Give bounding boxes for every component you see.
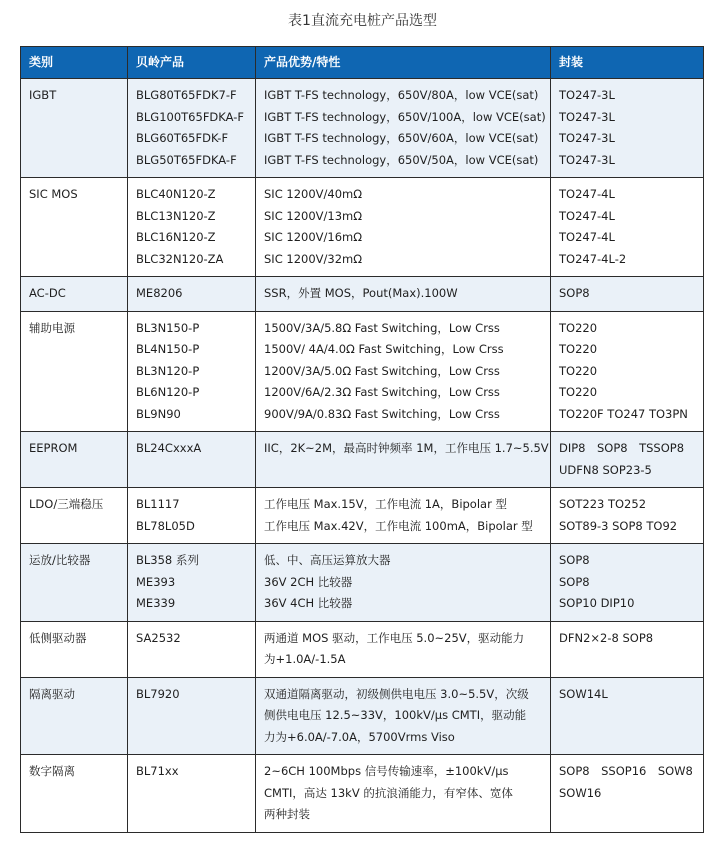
feature-line: IGBT T-FS technology，650V/80A，low VCE(sat): [264, 88, 539, 102]
product-cell: [128, 544, 256, 622]
package-line: SOW14L: [559, 686, 608, 701]
product-cell: [128, 79, 256, 178]
table-row: [21, 755, 704, 833]
feature-line: IGBT T-FS technology，650V/100A，low VCE(sat): [264, 109, 546, 124]
table-row: [21, 432, 704, 488]
feature-line: IGBT T-FS technology，650V/50A，low VCE(sat): [264, 152, 539, 167]
package-line: SOP8: [559, 553, 590, 567]
package-line: TO247-4L: [559, 208, 615, 223]
category-cell: SIC MOS: [21, 178, 128, 277]
table-header-row: [21, 47, 704, 79]
feature-line: CMTI，高达 13kV 的抗浪涌能力，有窄体、宽体: [264, 785, 513, 800]
feature-line: 两种封装: [264, 807, 310, 821]
feature-line: 力为+6.0A/-7.0A，5700Vrms Viso: [264, 729, 455, 744]
features-cell: [256, 178, 551, 277]
category-cell: 低侧驱动器: [21, 621, 128, 677]
feature-line: 侧供电电压 12.5~33V，100kV/μs CMTI，驱动能: [264, 708, 527, 722]
feature-line: 两通道 MOS 驱动，工作电压 5.0~25V，驱动能力: [264, 630, 525, 645]
product-line: SA2532: [136, 630, 181, 645]
product-line: BL3N150-P: [136, 320, 200, 335]
features-cell: [256, 621, 551, 677]
features-cell: [256, 544, 551, 622]
feature-line: IIC，2K~2M，最高时钟频率 1M，工作电压 1.7~5.5V: [264, 441, 549, 455]
product-line: ME8206: [136, 286, 183, 300]
product-line: BL78L05D: [136, 518, 195, 533]
product-line: BL71xx: [136, 764, 179, 778]
product-line: BL6N120-P: [136, 385, 200, 399]
table-row: [21, 277, 704, 312]
product-cell: [128, 488, 256, 544]
feature-line: 900V/9A/0.83Ω Fast Switching，Low Crss: [264, 406, 500, 421]
package-cell: [551, 79, 704, 178]
table-row: [21, 544, 704, 622]
feature-line: 1200V/3A/5.0Ω Fast Switching，Low Crss: [264, 363, 500, 378]
product-cell: [128, 432, 256, 488]
product-line: BL358 系列: [136, 553, 199, 567]
table-row: [21, 621, 704, 677]
package-line: SOW16: [559, 785, 602, 800]
package-line: TO247-4L: [559, 187, 615, 201]
package-cell: [551, 432, 704, 488]
category-cell: IGBT: [21, 79, 128, 178]
feature-line: SIC 1200V/16mΩ: [264, 230, 363, 244]
feature-line: SIC 1200V/40mΩ: [264, 187, 363, 201]
feature-line: 双通道隔离驱动，初级侧供电电压 3.0~5.5V，次级: [264, 686, 529, 701]
product-cell: [128, 621, 256, 677]
product-line: BL4N150-P: [136, 342, 200, 356]
package-line: TO220: [559, 342, 598, 356]
feature-line: 2~6CH 100Mbps 信号传输速率，±100kV/μs: [264, 764, 509, 778]
package-line: TO220: [559, 385, 598, 399]
category-cell: 数字隔离: [21, 755, 128, 833]
package-line: DIP8 SOP8 TSSOP8: [559, 441, 685, 455]
features-cell: [256, 755, 551, 833]
features-cell: [256, 79, 551, 178]
package-line: TO247-4L-2: [559, 251, 627, 266]
package-line: TO220F TO247 TO3PN: [559, 406, 688, 421]
package-line: TO247-3L: [559, 152, 615, 167]
package-line: SOP10 DIP10: [559, 596, 635, 610]
product-line: BLC32N120-ZA: [136, 251, 224, 266]
product-cell: [128, 277, 256, 312]
package-line: SOT89-3 SOP8 TO92: [559, 518, 678, 533]
package-line: TO220: [559, 320, 598, 335]
product-line: BLG60T65FDK-F: [136, 131, 229, 145]
package-line: TO247-4L: [559, 230, 615, 244]
table-row: [21, 677, 704, 755]
features-cell: [256, 311, 551, 432]
package-line: SOT223 TO252: [559, 497, 647, 511]
feature-line: 低、中、高压运算放大器: [264, 553, 391, 567]
package-line: SOP8: [559, 286, 590, 300]
product-line: BL1117: [136, 497, 180, 511]
package-line: UDFN8 SOP23-5: [559, 462, 652, 477]
product-line: BLG50T65FDKA-F: [136, 152, 237, 167]
feature-line: 36V 4CH 比较器: [264, 596, 353, 610]
package-cell: [551, 178, 704, 277]
package-cell: [551, 311, 704, 432]
table-caption: 表1直流充电桩产品选型: [288, 13, 437, 29]
package-line: TO247-3L: [559, 109, 615, 124]
feature-line: SSR，外置 MOS，Pout(Max).100W: [264, 286, 458, 300]
product-line: BLG80T65FDK7-F: [136, 88, 237, 102]
feature-line: 工作电压 Max.15V，工作电流 1A，Bipolar 型: [264, 497, 507, 511]
product-line: BLG100T65FDKA-F: [136, 109, 245, 124]
header-product: 贝岭产品: [128, 47, 256, 79]
feature-line: 1500V/3A/5.8Ω Fast Switching，Low Crss: [264, 320, 500, 335]
features-cell: [256, 677, 551, 755]
feature-line: IGBT T-FS technology，650V/60A，low VCE(sat): [264, 131, 539, 145]
feature-line: SIC 1200V/13mΩ: [264, 208, 363, 223]
package-line: DFN2×2-8 SOP8: [559, 630, 654, 645]
features-cell: [256, 277, 551, 312]
feature-line: 1500V/ 4A/4.0Ω Fast Switching，Low Crss: [264, 342, 504, 356]
category-cell: 辅助电源: [21, 311, 128, 432]
table-row: [21, 311, 704, 432]
product-line: BL24CxxxA: [136, 441, 202, 455]
features-cell: [256, 432, 551, 488]
category-cell: 运放/比较器: [21, 544, 128, 622]
category-cell: AC-DC: [21, 277, 128, 312]
product-cell: [128, 311, 256, 432]
package-line: TO247-3L: [559, 131, 615, 145]
table-row: [21, 488, 704, 544]
header-category: 类别: [21, 47, 128, 79]
product-cell: [128, 755, 256, 833]
package-cell: [551, 677, 704, 755]
product-line: BLC13N120-Z: [136, 208, 216, 223]
category-cell: 隔离驱动: [21, 677, 128, 755]
product-line: ME339: [136, 596, 176, 610]
feature-line: 为+1.0A/-1.5A: [264, 652, 346, 666]
package-cell: [551, 621, 704, 677]
product-cell: [128, 178, 256, 277]
product-line: ME393: [136, 574, 176, 589]
product-line: BL9N90: [136, 406, 181, 421]
feature-line: 1200V/6A/2.3Ω Fast Switching，Low Crss: [264, 385, 500, 399]
product-selection-table: [20, 46, 704, 833]
feature-line: 36V 2CH 比较器: [264, 574, 353, 589]
product-line: BL7920: [136, 686, 180, 701]
package-cell: [551, 755, 704, 833]
product-line: BLC16N120-Z: [136, 230, 216, 244]
package-line: TO220: [559, 363, 598, 378]
product-cell: [128, 677, 256, 755]
package-cell: [551, 544, 704, 622]
package-line: SOP8: [559, 574, 590, 589]
product-line: BLC40N120-Z: [136, 187, 216, 201]
package-cell: [551, 488, 704, 544]
table-row: [21, 79, 704, 178]
header-features: 产品优势/特性: [256, 47, 551, 79]
header-package: 封装: [551, 47, 704, 79]
feature-line: 工作电压 Max.42V，工作电流 100mA，Bipolar 型: [264, 518, 533, 533]
category-cell: LDO/三端稳压: [21, 488, 128, 544]
table-body: [21, 79, 704, 833]
category-cell: EEPROM: [21, 432, 128, 488]
package-line: TO247-3L: [559, 88, 615, 102]
table-row: [21, 178, 704, 277]
package-line: SOP8 SSOP16 SOW8: [559, 764, 693, 778]
product-line: BL3N120-P: [136, 363, 200, 378]
package-cell: [551, 277, 704, 312]
features-cell: [256, 488, 551, 544]
feature-line: SIC 1200V/32mΩ: [264, 251, 363, 266]
